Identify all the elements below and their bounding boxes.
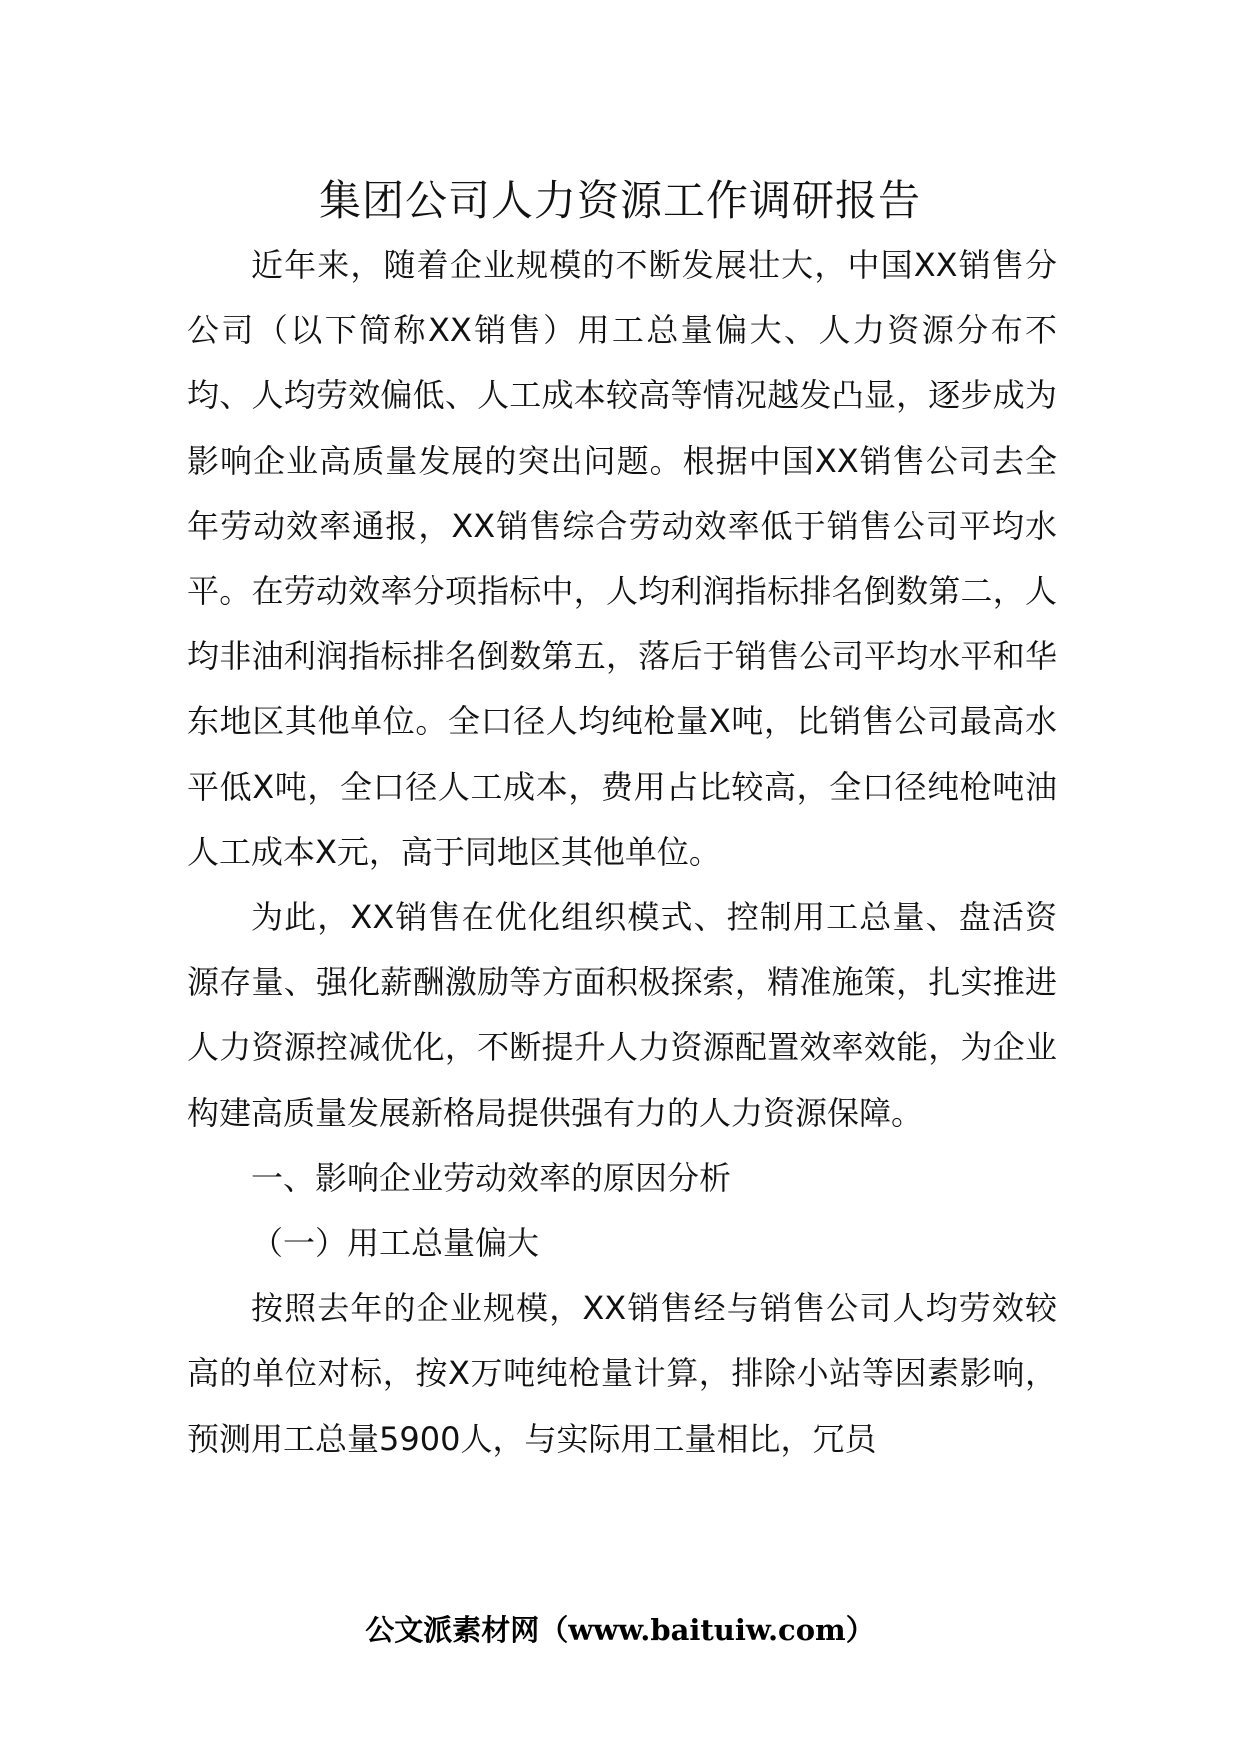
body-paragraph-3: 按照去年的企业规模，XX销售经与销售公司人均劳效较高的单位对标，按X万吨纯枪量计算，排除小站等因素影响，预测用工总量5900人，与实际用工量相比，冗员 <box>187 1289 1057 1458</box>
section-heading: 一、影响企业劳动效率的原因分析 <box>251 1158 732 1197</box>
body-paragraph-2: 为此，XX销售在优化组织模式、控制用工总量、盘活资源存量、强化薪酬激励等方面积极探索，精准施策，扎实推进人力资源控减优化，不断提升人力资源配置效率效能，为企业构建高质量发展新格局提供强有力的人力资源保障。 <box>187 898 1057 1132</box>
subsection-heading: （一）用工总量偏大 <box>251 1224 540 1263</box>
footer-watermark: 公文派素材网（www.baituiw.com） <box>365 1613 875 1647</box>
document-title: 集团公司人力资源工作调研报告 <box>318 176 921 225</box>
body-paragraph-1: 近年来，随着企业规模的不断发展壮大，中国XX销售分公司（以下简称XX销售）用工总量偏大、人力资源分布不均、人均劳效偏低、人工成本较高等情况越发凸显，逐步成为影响企业高质量发展的突出问题。根据中国XX销售公司去全年劳动效率通报，XX销售综合劳动效率低于销售公司平均水平。在劳动效率分项指标中，人均利润指标排名倒数第二，人均非油利润指标排名倒数第五，落后于销售公司平均水平和华东地区其他单位。全口径人均纯枪量X吨，比销售公司最高水平低X吨，全口径人工成本，费用占比较高，全口径纯枪吨油人工成本X元，高于同地区其他单位。 <box>187 246 1057 871</box>
document-body <box>187 233 1057 1472</box>
